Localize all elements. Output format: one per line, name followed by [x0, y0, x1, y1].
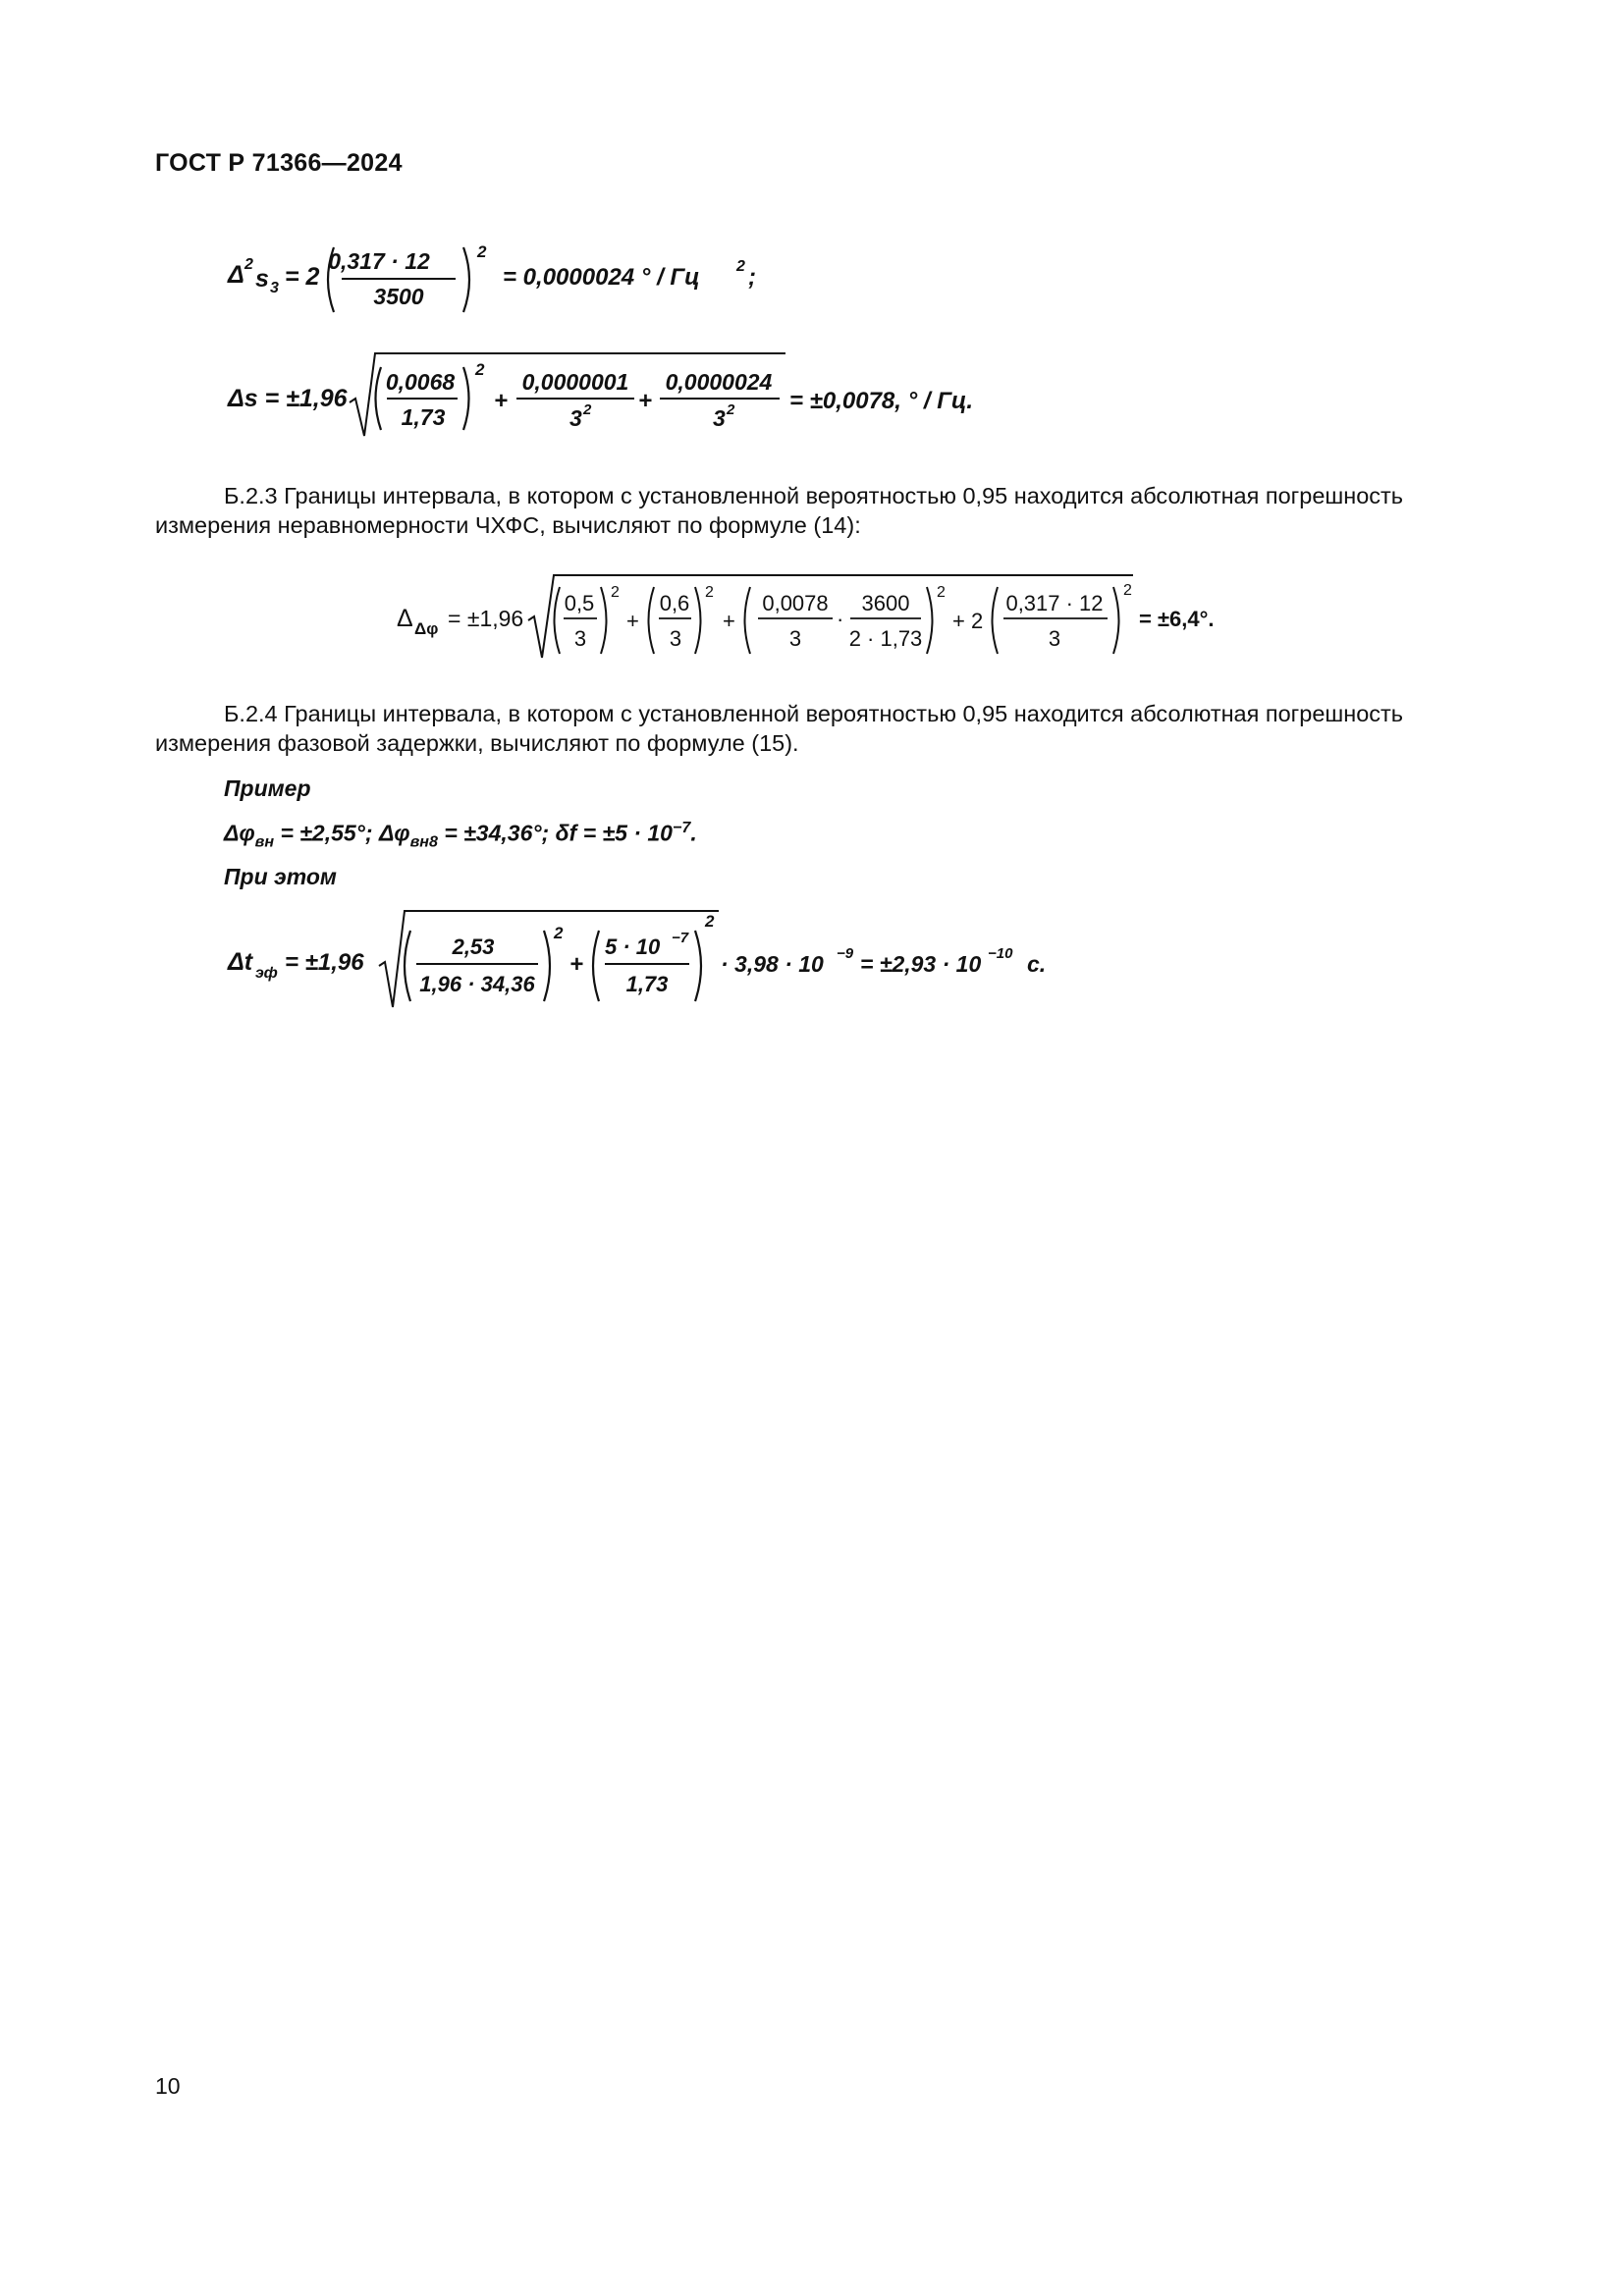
- f3-c-num2: 3600: [861, 591, 910, 615]
- page-number: 10: [155, 2073, 181, 2099]
- f2-lhs: Δs = ±1,96: [228, 385, 348, 412]
- f4-rhs-unit: с.: [1027, 951, 1047, 977]
- formula-delta-phi: [397, 567, 1241, 666]
- document-header: ГОСТ Р 71366—2024: [155, 149, 403, 177]
- f2-t3-den-base: 3: [713, 405, 726, 431]
- f1-lhs-var: s: [255, 265, 269, 293]
- f3-c-den2: 2 · 1,73: [848, 626, 923, 651]
- example-p3: δf = ±5 · 10: [555, 820, 673, 846]
- f3-a-num: 0,5: [564, 591, 595, 615]
- f2-plus2: +: [638, 388, 653, 414]
- f3-lhs-sub: Δφ: [414, 619, 439, 638]
- f2-rhs: = ±0,0078, ° / Гц.: [789, 388, 974, 414]
- example-p2-sub: вн8: [409, 832, 438, 851]
- f3-eq: = ±1,96: [448, 606, 524, 631]
- paragraph-b23-line1: Б.2.3 Границы интервала, в котором с установленной вероятностью 0,95 находится абсолютная погрешность: [224, 483, 1404, 508]
- f2-plus1: +: [494, 388, 509, 414]
- f4-a-den: 1,96 · 34,36: [419, 972, 535, 996]
- f1-lhs-delta: Δ: [228, 261, 244, 289]
- f1-num: 0,317 · 12: [328, 248, 430, 274]
- f1-right-paren: [463, 247, 469, 312]
- f4-rhs-exp: −10: [988, 945, 1013, 962]
- f3-d-num: 0,317 · 12: [1005, 591, 1104, 615]
- f3-plus2: +: [723, 609, 735, 633]
- formula-delta-s3: [224, 236, 774, 324]
- f4-eq: = ±1,96: [285, 949, 364, 976]
- f3-d-den: 3: [1048, 626, 1061, 651]
- f3-d-pow: 2: [1123, 582, 1132, 599]
- paragraph-b23: [155, 481, 1471, 540]
- example-label-2: При этом: [224, 864, 337, 889]
- f1-rhs-end: ;: [748, 264, 756, 291]
- f3-b-num: 0,6: [659, 591, 690, 615]
- formula-delta-t: [224, 903, 1088, 1013]
- f3-c-lparen: [745, 587, 751, 654]
- f2-t1-num: 0,0068: [385, 369, 456, 395]
- f4-b-num-exp: −7: [672, 930, 689, 946]
- example-p3-exp: −7: [672, 819, 691, 836]
- f1-lhs-exp: 2: [244, 256, 253, 273]
- f3-a-pow: 2: [611, 584, 620, 601]
- f3-d-lparen: [993, 587, 999, 654]
- f3-plus3: + 2: [952, 609, 984, 633]
- f4-a-pow: 2: [554, 924, 564, 942]
- f4-mult-exp: −9: [837, 945, 854, 962]
- f4-plus: +: [569, 951, 584, 978]
- f4-a-rparen: [544, 931, 550, 1001]
- f3-a-lparen: [555, 587, 561, 654]
- paragraph-b24: [155, 699, 1471, 758]
- example-p3-end: .: [690, 820, 697, 846]
- f4-a-lparen: [405, 931, 410, 1001]
- example-label: Пример: [224, 775, 311, 801]
- f4-a-num: 2,53: [452, 934, 495, 959]
- f4-mult: · 3,98 · 10: [721, 951, 824, 977]
- f4-b-pow: 2: [705, 912, 715, 931]
- f3-b-pow: 2: [705, 584, 714, 601]
- f2-t2-den-exp: 2: [583, 401, 592, 418]
- example-p1: Δφ: [224, 820, 255, 846]
- example-p1-sub: вн: [254, 832, 275, 851]
- paragraph-b24-line1: Б.2.4 Границы интервала, в котором с установленной вероятностью 0,95 находится абсолютная погрешность: [224, 701, 1404, 726]
- f2-t2-den-base: 3: [569, 405, 582, 431]
- f4-b-den: 1,73: [625, 972, 669, 996]
- f2-t2-num: 0,0000001: [521, 369, 629, 395]
- f3-lhs-delta: Δ: [397, 605, 413, 632]
- f1-den: 3500: [373, 284, 424, 309]
- formula-delta-s: [224, 344, 1009, 442]
- paragraph-b23-line2: измерения неравномерности ЧХФС, вычисляют по формуле (14):: [155, 512, 861, 538]
- f3-rhs: = ±6,4°.: [1139, 607, 1215, 631]
- f3-c-pow: 2: [937, 584, 946, 601]
- example-p2: Δφ: [378, 820, 410, 846]
- f2-t1-den: 1,73: [401, 404, 446, 430]
- f1-rhs: = 0,0000024 ° / Гц: [503, 264, 700, 291]
- f2-t3-num: 0,0000024: [665, 369, 773, 395]
- f2-t1-pow: 2: [475, 360, 485, 379]
- f3-a-den: 3: [573, 626, 587, 651]
- f1-rhs-pow: 2: [736, 258, 745, 275]
- f2-t1-rparen: [463, 367, 469, 430]
- f2-t1-lparen: [376, 367, 382, 430]
- f4-b-lparen: [593, 931, 599, 1001]
- f3-c-num1: 0,0078: [762, 591, 829, 615]
- f4-lhs-sub: эф: [255, 965, 278, 982]
- example-p2-val: = ±34,36°;: [437, 820, 556, 846]
- f3-c-dot: ·: [837, 607, 844, 631]
- f4-b-rparen: [695, 931, 701, 1001]
- f1-lhs-sub: 3: [270, 280, 279, 296]
- f3-c-den1: 3: [788, 626, 802, 651]
- f1-pow: 2: [477, 242, 487, 261]
- f3-b-rparen: [695, 587, 701, 654]
- f3-plus1: +: [626, 609, 639, 633]
- paragraph-b24-line2: измерения фазовой задержки, вычисляют по формуле (15).: [155, 730, 799, 756]
- example-values: [224, 819, 697, 851]
- f1-eq: = 2: [285, 263, 320, 291]
- f2-t3-den-exp: 2: [727, 401, 735, 418]
- f4-rhs: = ±2,93 · 10: [860, 951, 982, 977]
- f3-b-lparen: [649, 587, 655, 654]
- f4-lhs: Δt: [228, 948, 253, 976]
- f3-d-rparen: [1113, 587, 1119, 654]
- example-p1-val: = ±2,55°;: [274, 820, 379, 846]
- f3-b-den: 3: [669, 626, 682, 651]
- f3-a-rparen: [601, 587, 607, 654]
- f3-c-rparen: [927, 587, 933, 654]
- f4-b-num: 5 · 10: [605, 934, 661, 959]
